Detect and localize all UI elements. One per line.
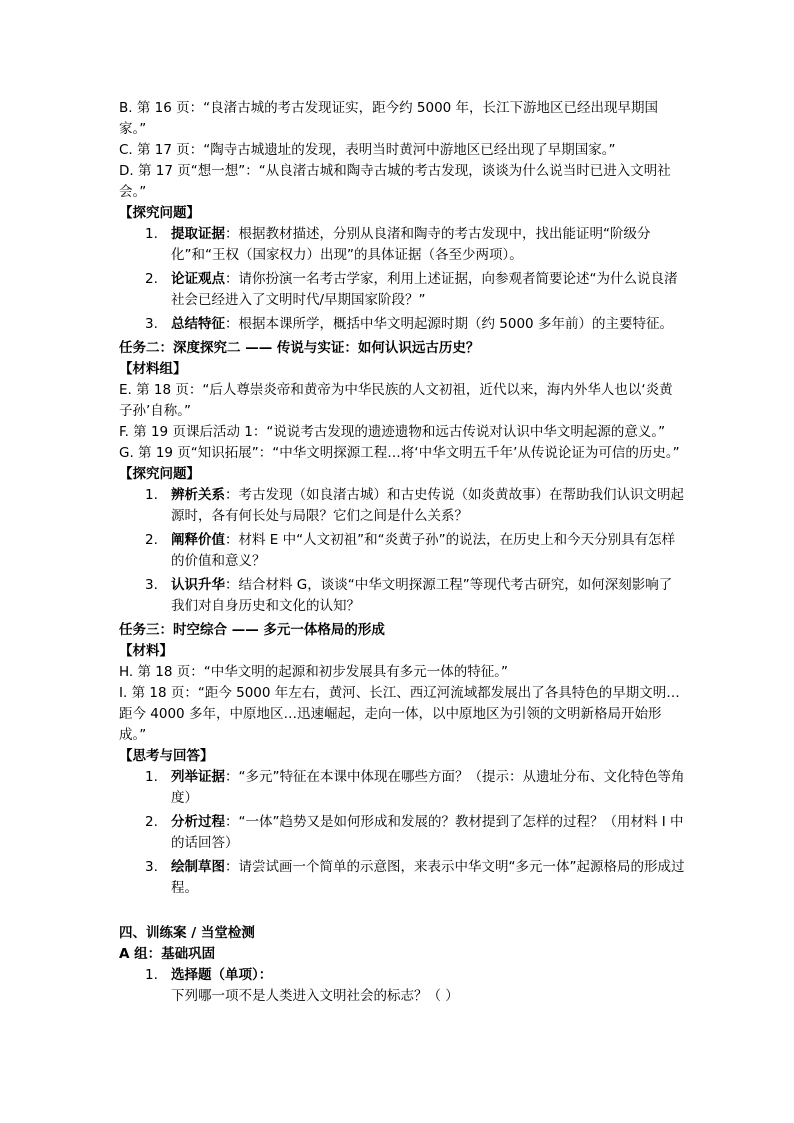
task2-question (119, 575, 685, 617)
question-label: 辨析关系 (171, 487, 225, 503)
question-number: 3. (145, 316, 158, 332)
task3-question (119, 812, 685, 854)
question-text: ：根据教材描述，分别从良渚和陶寺的考古发现中，找出能证明“阶级分化”和“王权（国家权力）出现”的具体证据（各至少两项）。 (171, 226, 651, 263)
question-number: 3. (145, 859, 158, 875)
task1-question (119, 314, 685, 335)
question-text: ：请尝试画一个简单的示意图，来表示中华文明“多元一体”起源格局的形成过程。 (171, 859, 685, 896)
question-text: 下列哪一项不是人类进入文明社会的标志？（ ） (171, 988, 459, 1004)
task1-questions-heading: 【探究问题】 (119, 205, 200, 221)
task3-materials-heading: 【材料】 (119, 643, 173, 659)
section4-title: 四、训练案 / 当堂检测 (119, 925, 255, 941)
question-number: 1. (145, 226, 158, 242)
material-h: H. 第 18 页：“中华文明的起源和初步发展具有多元一体的特征。” (119, 664, 508, 680)
task3-questions-heading: 【思考与回答】 (119, 748, 214, 764)
question-label: 认识升华 (171, 577, 225, 593)
question-number: 3. (145, 577, 158, 593)
task3-question-list (119, 767, 685, 899)
question-number: 1. (145, 967, 158, 983)
material-e: E. 第 18 页：“后人尊崇炎帝和黄帝为中华民族的人文初祖，近代以来，海内外华人也以‘炎黄子孙’自称。” (119, 382, 673, 419)
question-text: ：材料 E 中“人文初祖”和“炎黄子孙”的说法，在历史上和今天分别具有怎样的价值和意义？ (171, 532, 676, 569)
group-a-heading: A 组：基础巩固 (119, 946, 216, 962)
question-number: 1. (145, 769, 158, 785)
question-text: ：“多元”特征在本课中体现在哪些方面？（提示：从遗址分布、文化特色等角度） (171, 769, 685, 806)
document-page (119, 98, 685, 1010)
question-label: 分析过程 (171, 814, 225, 830)
question-number: 2. (145, 271, 158, 287)
material-b: B. 第 16 页：“良渚古城的考古发现证实，距今约 5000 年，长江下游地区已经出现早期国家。” (119, 100, 659, 137)
question-label: 绘制草图 (171, 859, 225, 875)
task2-question (119, 485, 685, 527)
question-label: 总结特征 (171, 316, 225, 332)
task1-question (119, 269, 685, 311)
question-number: 1. (145, 487, 158, 503)
question-text: ：考古发现（如良渚古城）和古史传说（如炎黄故事）在帮助我们认识文明起源时，各有何长处与局限？它们之间是什么关系？ (171, 487, 684, 524)
material-c: C. 第 17 页：“陶寺古城遗址的发现，表明当时黄河中游地区已经出现了早期国家。” (119, 142, 616, 158)
task3-question (119, 767, 685, 809)
question-number: 2. (145, 532, 158, 548)
question-label: 阐释价值 (171, 532, 225, 548)
task2-materials-heading: 【材料组】 (119, 361, 187, 377)
material-i: I. 第 18 页：“距今 5000 年左右，黄河、长江、西辽河流域都发展出了各具特色的早期文明…距今 4000 多年，中原地区…迅速崛起，走向一体，以中原地区为引领的文明新格局开始形成。” (119, 685, 680, 743)
section4-question-list (119, 965, 685, 1007)
question-text: ：根据本课所学，概括中华文明起源时期（约 5000 多年前）的主要特征。 (225, 316, 673, 332)
question-text: ：结合材料 G，谈谈“中华文明探源工程”等现代考古研究，如何深刻影响了我们对自身历史和文化的认知？ (171, 577, 673, 614)
task2-question-list (119, 485, 685, 617)
spacer (119, 902, 685, 923)
task2-questions-heading: 【探究问题】 (119, 466, 200, 482)
question-text: ：请你扮演一名考古学家，利用上述证据，向参观者简要论述“为什么说良渚社会已经进入了文明时代/早期国家阶段？” (171, 271, 678, 308)
question-label: 论证观点 (171, 271, 225, 287)
task3-question (119, 857, 685, 899)
task1-question-list (119, 224, 685, 335)
material-d: D. 第 17 页“想一想”：“从良渚古城和陶寺古城的考古发现，谈谈为什么说当时已进入文明社会。” (119, 163, 671, 200)
question-number: 2. (145, 814, 158, 830)
question-label: 列举证据 (171, 769, 225, 785)
task1-question (119, 224, 685, 266)
question-label: 选择题（单项）： (171, 967, 273, 983)
question-text: ：“一体”趋势又是如何形成和发展的？教材提到了怎样的过程？（用材料 I 中的话回答） (171, 814, 684, 851)
task2-question (119, 530, 685, 572)
section4-question (119, 965, 685, 1007)
question-label: 提取证据 (171, 226, 225, 242)
material-f: F. 第 19 页课后活动 1：“说说考古发现的遗迹遗物和远古传说对认识中华文明起源的意义。” (119, 424, 666, 440)
task3-title: 任务三：时空综合 —— 多元一体格局的形成 (119, 622, 385, 638)
task2-title: 任务二：深度探究二 —— 传说与实证：如何认识远古历史？ (119, 340, 480, 356)
material-g: G. 第 19 页“知识拓展”：“中华文明探源工程…将‘中华文明五千年’从传说论证为可信的历史。” (119, 445, 680, 461)
